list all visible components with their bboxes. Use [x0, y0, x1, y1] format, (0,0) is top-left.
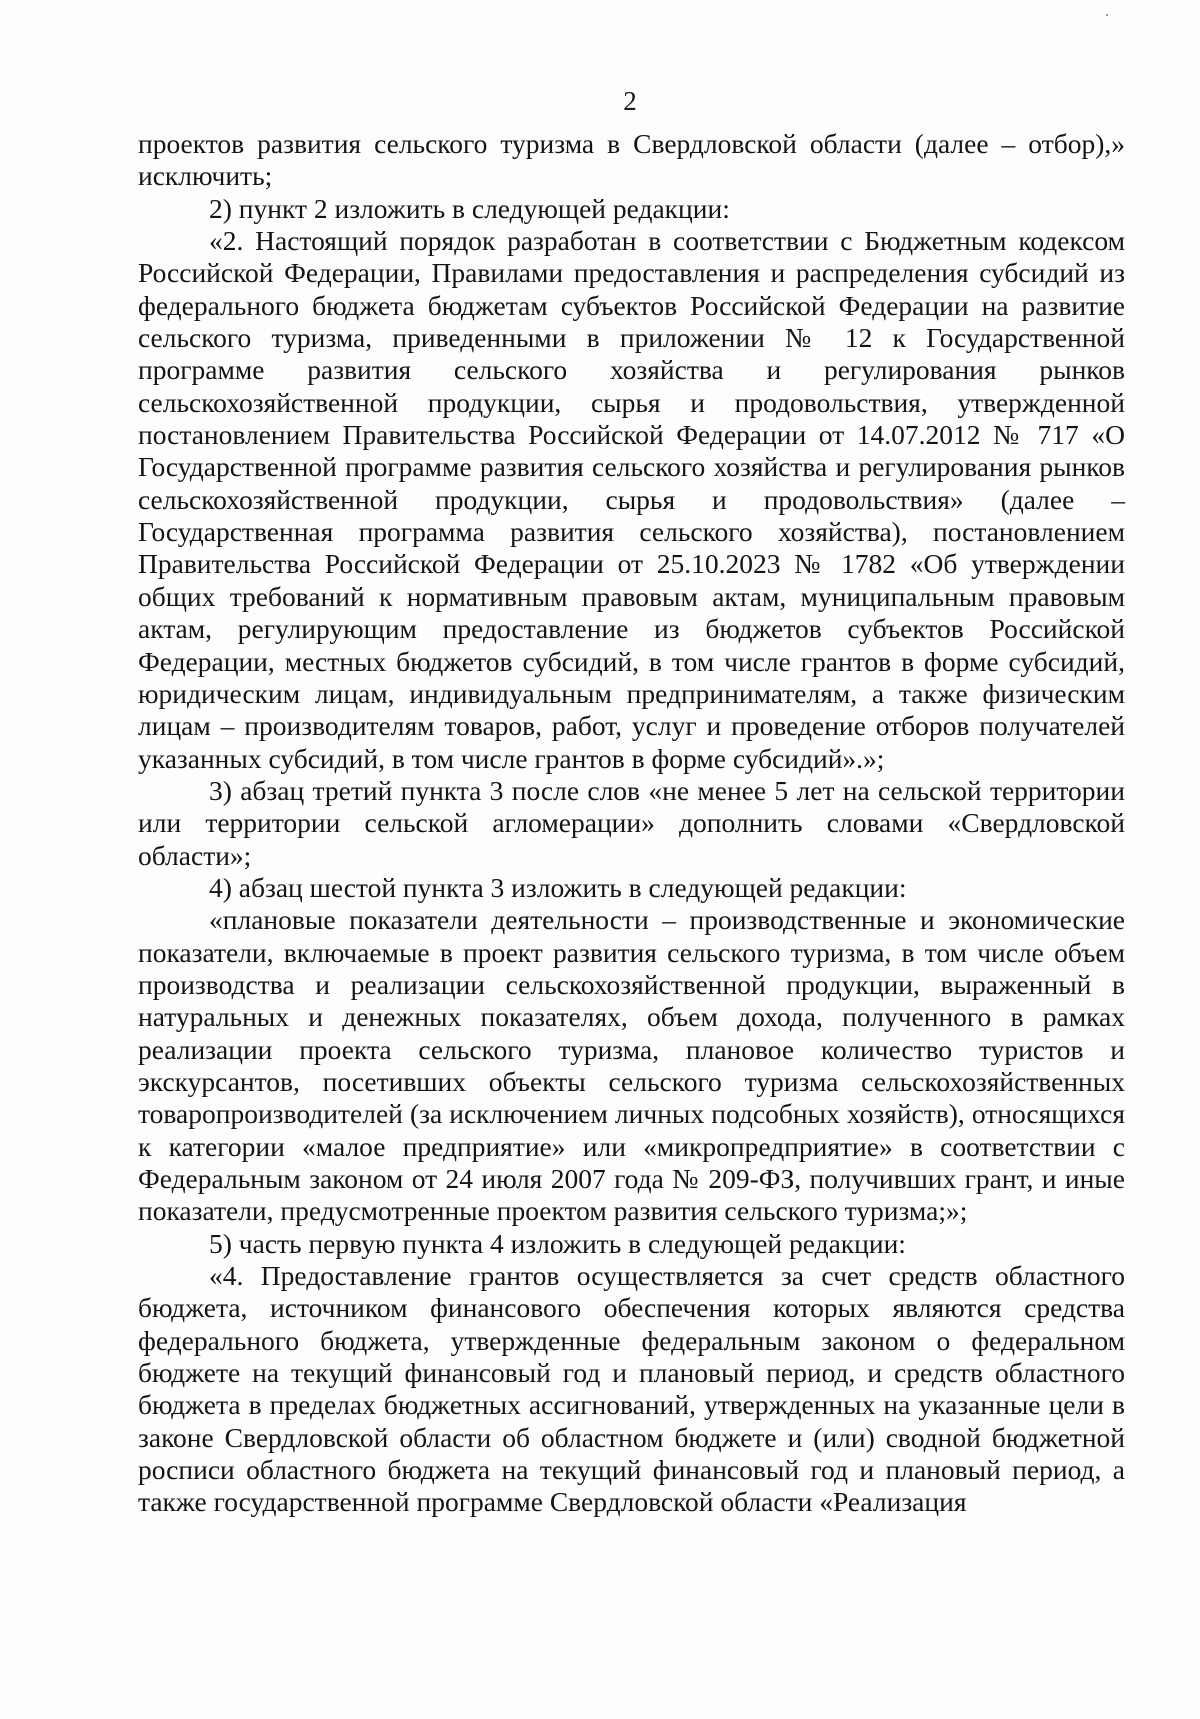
paragraph-item-3: 3) абзац третий пункта 3 после слов «не менее 5 лет на сельской территории или территории сельской агломерации» дополнить словами «Свердловской области»;	[138, 774, 1125, 871]
paragraph-item-4-text: «плановые показатели деятельности – производственные и экономические показатели, включаемые в проект развития сельского туризма, в том числе объем производства и реализации сельскохозяйственной продукции, выраженный в натуральных и денежных показателях, объем дохода, полученного в рамках реализации проекта сельского туризма, плановое количество туристов и экскурсантов, посетивших объекты сельского туризма сельскохозяйственных товаропроизводителей (за исключением личных подсобных хозяйств), относящихся к категории «малое предприятие» или «микропредприятие» в соответствии с Федеральным законом от 24 июля 2007 года № 209-ФЗ, получивших грант, и иные показатели, предусмотренные проектом развития сельского туризма;»;	[138, 904, 1125, 1227]
page-number: 2	[623, 86, 637, 116]
paragraph-item-5-text: «4. Предоставление грантов осуществляется за счет средств областного бюджета, источником финансового обеспечения которых являются средства федерального бюджета, утвержденные федеральным законом о федеральном бюджете на текущий финансовый год и плановый период, и средств областного бюджета в пределах бюджетных ассигнований, утвержденных на указанные цели в законе Свердловской области об областном бюджете и (или) сводной бюджетной росписи областного бюджета на текущий финансовый год и плановый период, а также государственной программе Свердловской области «Реализация	[138, 1260, 1125, 1518]
paragraph-item-5: 5) часть первую пункта 4 изложить в следующей редакции:	[209, 1227, 906, 1259]
paragraph-item-2-text: «2. Настоящий порядок разработан в соответствии с Бюджетным кодексом Российской Федерации, Правилами предоставления и распределения субсидий из федерального бюджета бюджетам субъектов Российской Федерации на развитие сельского туризма, приведенными в приложении № 12 к Государственной программе развития сельского хозяйства и регулирования рынков сельскохозяйственной продукции, сырья и продовольствия, утвержденной постановлением Правительства Российской Федерации от 14.07.2012 № 717 «О Государственной программе развития сельского хозяйства и регулирования рынков сельскохозяйственной продукции, сырья и продовольствия» (далее – Государственная программа развития сельского хозяйства), постановлением Правительства Российской Федерации от 25.10.2023 № 1782 «Об утверждении общих требований к нормативным правовым актам, муниципальным правовым актам, регулирующим предоставление из бюджетов субъектов Российской Федерации, местных бюджетов субсидий, в том числе грантов в форме субсидий, юридическим лицам, индивидуальным предпринимателям, а также физическим лицам – производителям товаров, работ, услуг и проведение отборов получателей указанных субсидий, в том числе грантов в форме субсидий».»;	[138, 225, 1125, 774]
paragraph-item-4: 4) абзац шестой пункта 3 изложить в следующей редакции:	[209, 871, 907, 903]
paragraph-item-2: 2) пункт 2 изложить в следующей редакции:	[209, 192, 730, 224]
scan-speck	[1106, 14, 1108, 16]
paragraph-continuation: проектов развития сельского туризма в Свердловской области (далее – отбор),» исключить;	[138, 128, 1125, 192]
document-body	[138, 128, 1125, 1519]
